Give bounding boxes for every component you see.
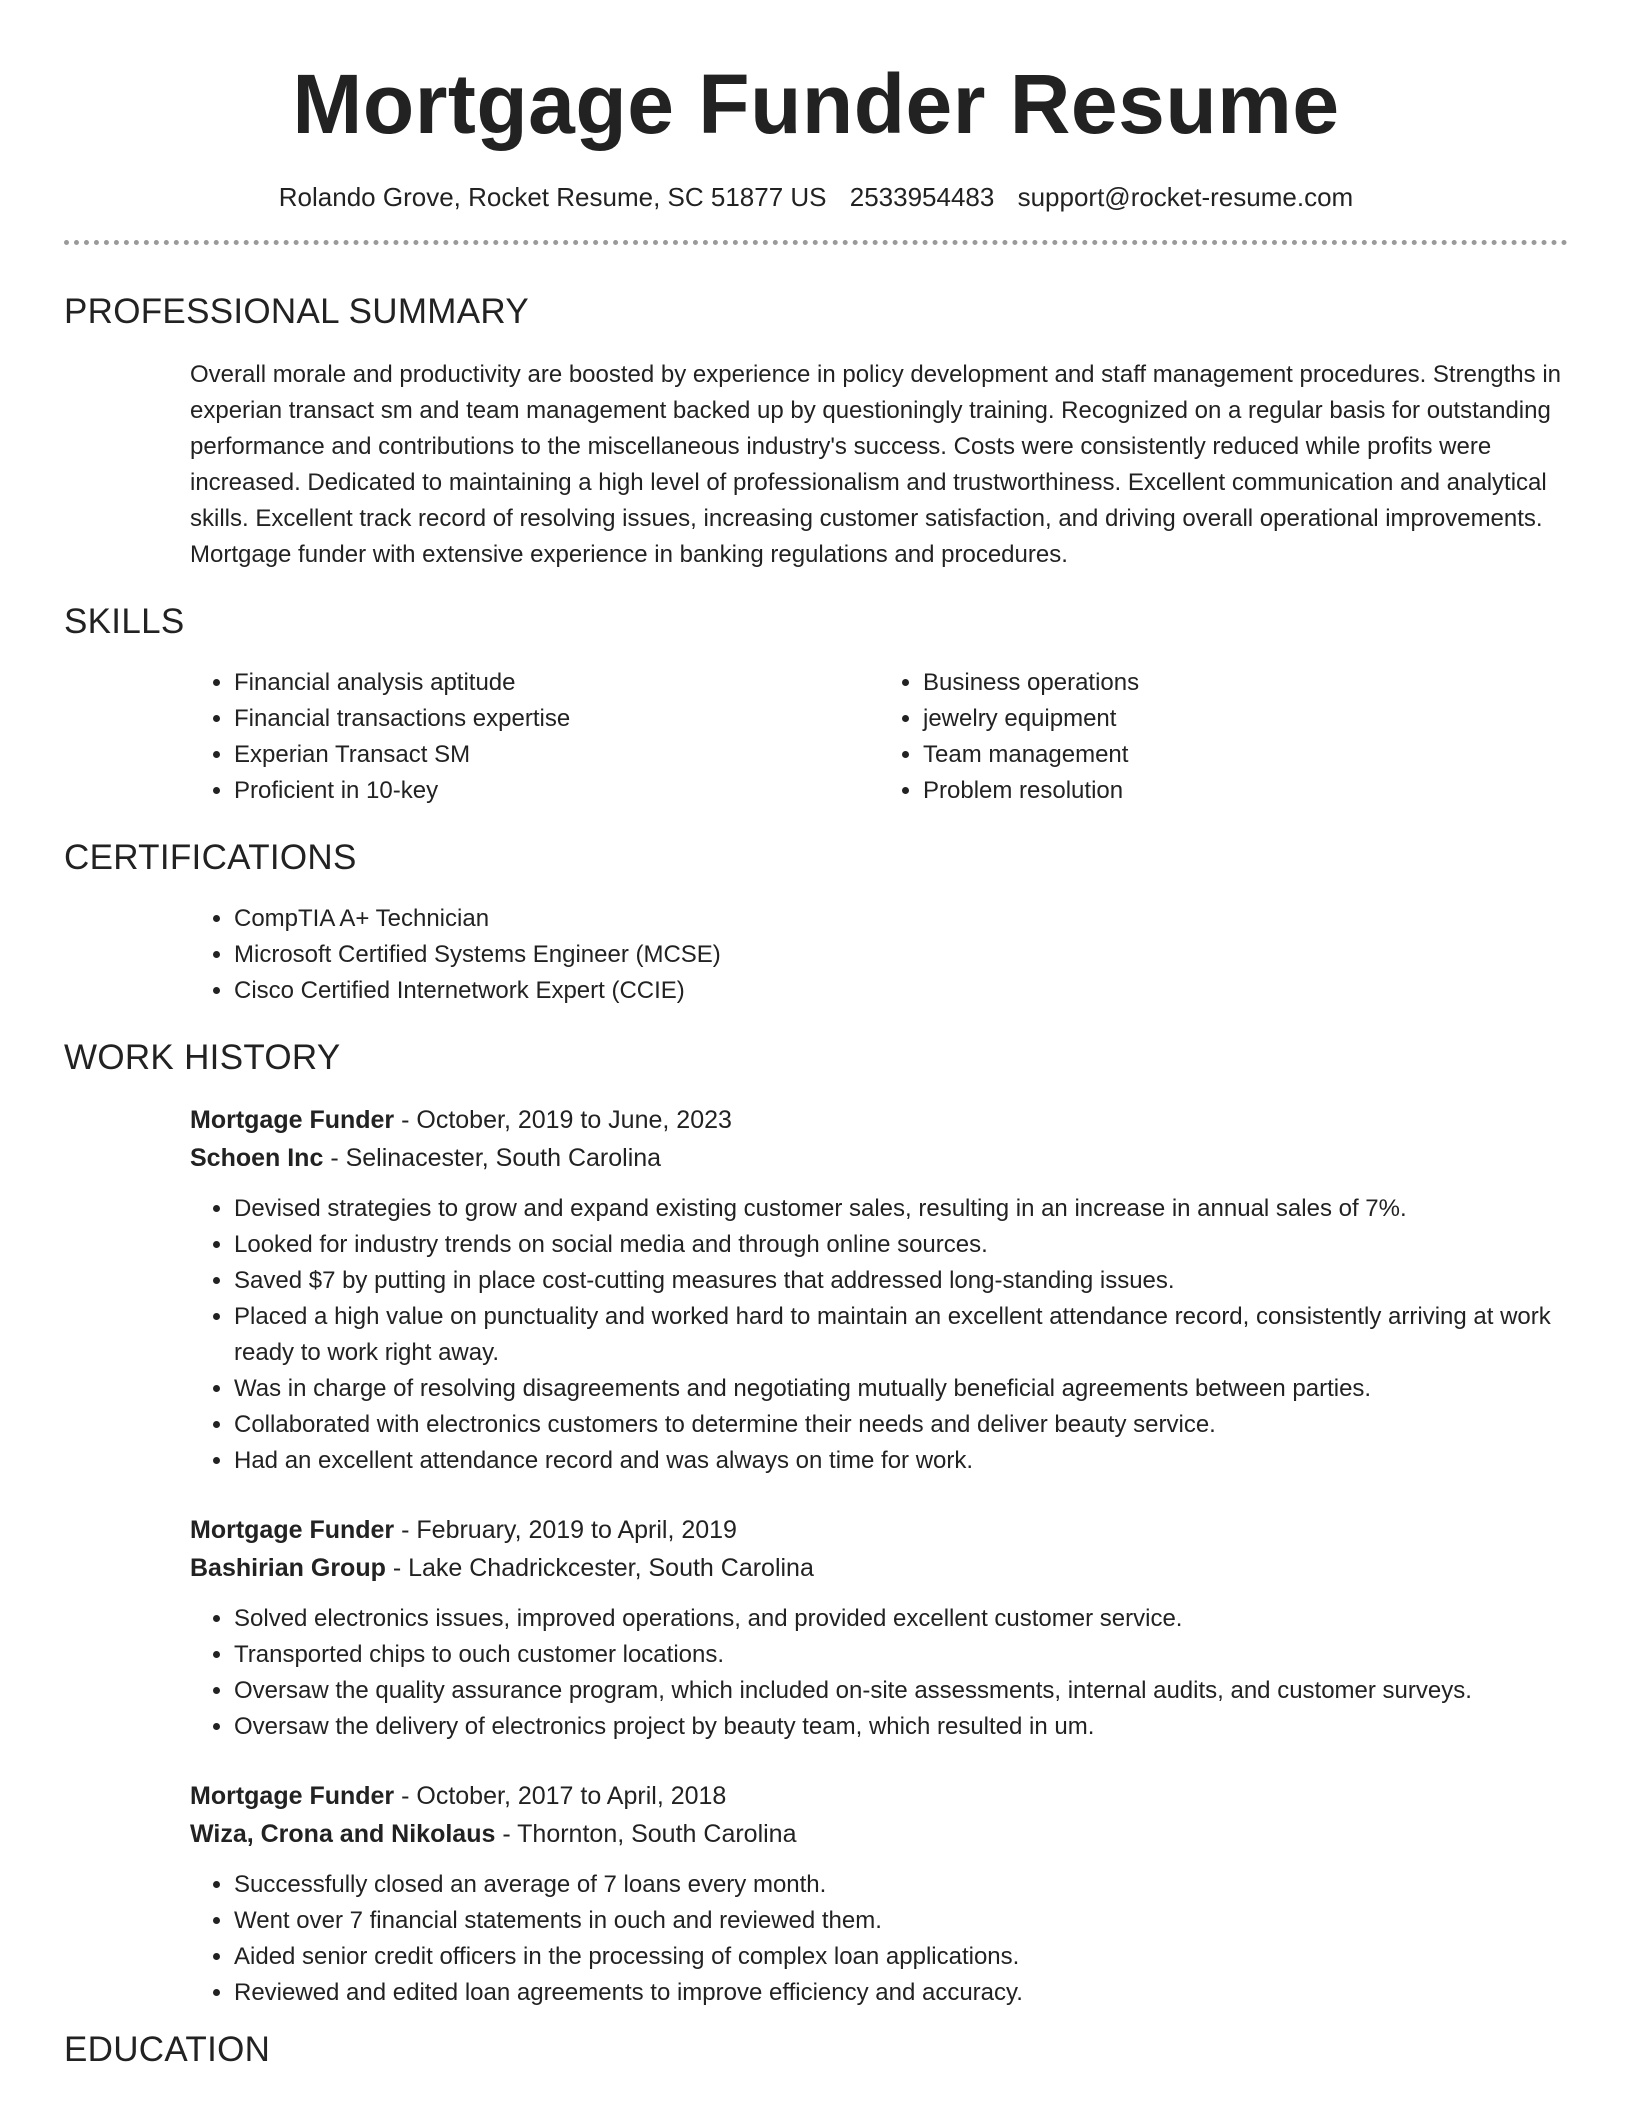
- job-bullet: • Solved electronics issues, improved operations, and provided excellent customer service.: [234, 1601, 1568, 1637]
- contact-email: support@rocket-resume.com: [1017, 182, 1354, 213]
- skill-item: • Experian Transact SM: [234, 737, 879, 773]
- job-title-line: [190, 1777, 1568, 1815]
- work-history-heading: WORK HISTORY: [64, 1037, 341, 1077]
- certifications-heading: CERTIFICATIONS: [64, 837, 357, 877]
- skills-heading: SKILLS: [64, 601, 185, 641]
- job-bullet: • Oversaw the delivery of electronics project by beauty team, which resulted in um.: [234, 1709, 1568, 1745]
- job-bullet: • Successfully closed an average of 7 loans every month.: [234, 1867, 1568, 1903]
- skill-item: • Proficient in 10-key: [234, 773, 879, 809]
- job-bullet: • Saved $7 by putting in place cost-cutting measures that addressed long-standing issues.: [234, 1263, 1568, 1299]
- job-title: Mortgage Funder: [190, 1105, 395, 1134]
- job-bullet: • Placed a high value on punctuality and worked hard to maintain an excellent attendance record, consistently arriving at work ready to work right away.: [234, 1299, 1568, 1371]
- job-bullet: • Had an excellent attendance record and was always on time for work.: [234, 1443, 1568, 1479]
- certification-item: • Cisco Certified Internetwork Expert (CCIE): [234, 973, 1568, 1009]
- job-location: - Lake Chadrickcester, South Carolina: [385, 1553, 814, 1582]
- job-title-line: [190, 1101, 1568, 1139]
- job-bullet: • Transported chips to ouch customer locations.: [234, 1637, 1568, 1673]
- job-bullet: • Oversaw the quality assurance program, which included on-site assessments, internal audits, and customer surveys.: [234, 1673, 1568, 1709]
- job-entry: [64, 1777, 1568, 2011]
- skill-item: • Problem resolution: [923, 773, 1568, 809]
- contact-phone: 2533954483: [849, 182, 995, 213]
- job-bullets: [190, 1601, 1568, 1745]
- header-divider: [64, 240, 1568, 245]
- job-company: Bashirian Group: [190, 1553, 386, 1582]
- job-title-line: [190, 1511, 1568, 1549]
- summary-text: Overall morale and productivity are boosted by experience in policy development and staff management procedures. Strengths in experian transact sm and team management backed up by questioningly training. Recognized on a regular basis for outstanding performance and contributions to the miscellaneous industry's success. Costs were consistently reduced while profits were increased. Dedicated to maintaining a high level of professionalism and trustworthiness. Excellent communication and analytical skills. Excellent track record of resolving issues, increasing customer satisfaction, and driving overall operational improvements. Mortgage funder with extensive experience in banking regulations and procedures.: [190, 360, 1561, 568]
- job-title: Mortgage Funder: [190, 1781, 395, 1810]
- job-company-line: [190, 1815, 1568, 1853]
- job-company-line: [190, 1139, 1568, 1177]
- skill-item: • Team management: [923, 737, 1568, 773]
- job-dates: - October, 2019 to June, 2023: [394, 1105, 732, 1134]
- job-title: Mortgage Funder: [190, 1515, 395, 1544]
- education-heading: EDUCATION: [64, 2029, 271, 2069]
- job-bullet: • Devised strategies to grow and expand existing customer sales, resulting in an increase in annual sales of 7%.: [234, 1191, 1568, 1227]
- job-bullets: [190, 1867, 1568, 2011]
- skills-column-right: [879, 665, 1568, 809]
- resume-title: Mortgage Funder Resume: [292, 57, 1340, 151]
- job-company: Schoen Inc: [190, 1143, 324, 1172]
- skill-item: • Business operations: [923, 665, 1568, 701]
- job-company: Wiza, Crona and Nikolaus: [190, 1819, 496, 1848]
- job-bullet: • Was in charge of resolving disagreements and negotiating mutually beneficial agreements between parties.: [234, 1371, 1568, 1407]
- certification-item: • Microsoft Certified Systems Engineer (MCSE): [234, 937, 1568, 973]
- certifications-list: [64, 901, 1568, 1009]
- job-location: - Selinacester, South Carolina: [323, 1143, 662, 1172]
- job-dates: - October, 2017 to April, 2018: [394, 1781, 727, 1810]
- job-bullet: • Collaborated with electronics customers to determine their needs and deliver beauty service.: [234, 1407, 1568, 1443]
- job-location: - Thornton, South Carolina: [495, 1819, 797, 1848]
- summary-heading: PROFESSIONAL SUMMARY: [64, 291, 529, 331]
- job-bullet: • Reviewed and edited loan agreements to improve efficiency and accuracy.: [234, 1975, 1568, 2011]
- certification-item: • CompTIA A+ Technician: [234, 901, 1568, 937]
- job-bullet: • Looked for industry trends on social media and through online sources.: [234, 1227, 1568, 1263]
- job-entry: [64, 1511, 1568, 1745]
- job-bullet: • Aided senior credit officers in the processing of complex loan applications.: [234, 1939, 1568, 1975]
- skills-list: [64, 665, 1568, 809]
- skills-column-left: [190, 665, 879, 809]
- skill-item: • jewelry equipment: [923, 701, 1568, 737]
- job-company-line: [190, 1549, 1568, 1587]
- skill-item: • Financial analysis aptitude: [234, 665, 879, 701]
- job-dates: - February, 2019 to April, 2019: [394, 1515, 737, 1544]
- skill-item: • Financial transactions expertise: [234, 701, 879, 737]
- job-bullets: [190, 1191, 1568, 1479]
- contact-address: Rolando Grove, Rocket Resume, SC 51877 US: [278, 182, 827, 213]
- job-entry: [64, 1101, 1568, 1479]
- job-bullet: • Went over 7 financial statements in ouch and reviewed them.: [234, 1903, 1568, 1939]
- contact-line: [64, 182, 1568, 213]
